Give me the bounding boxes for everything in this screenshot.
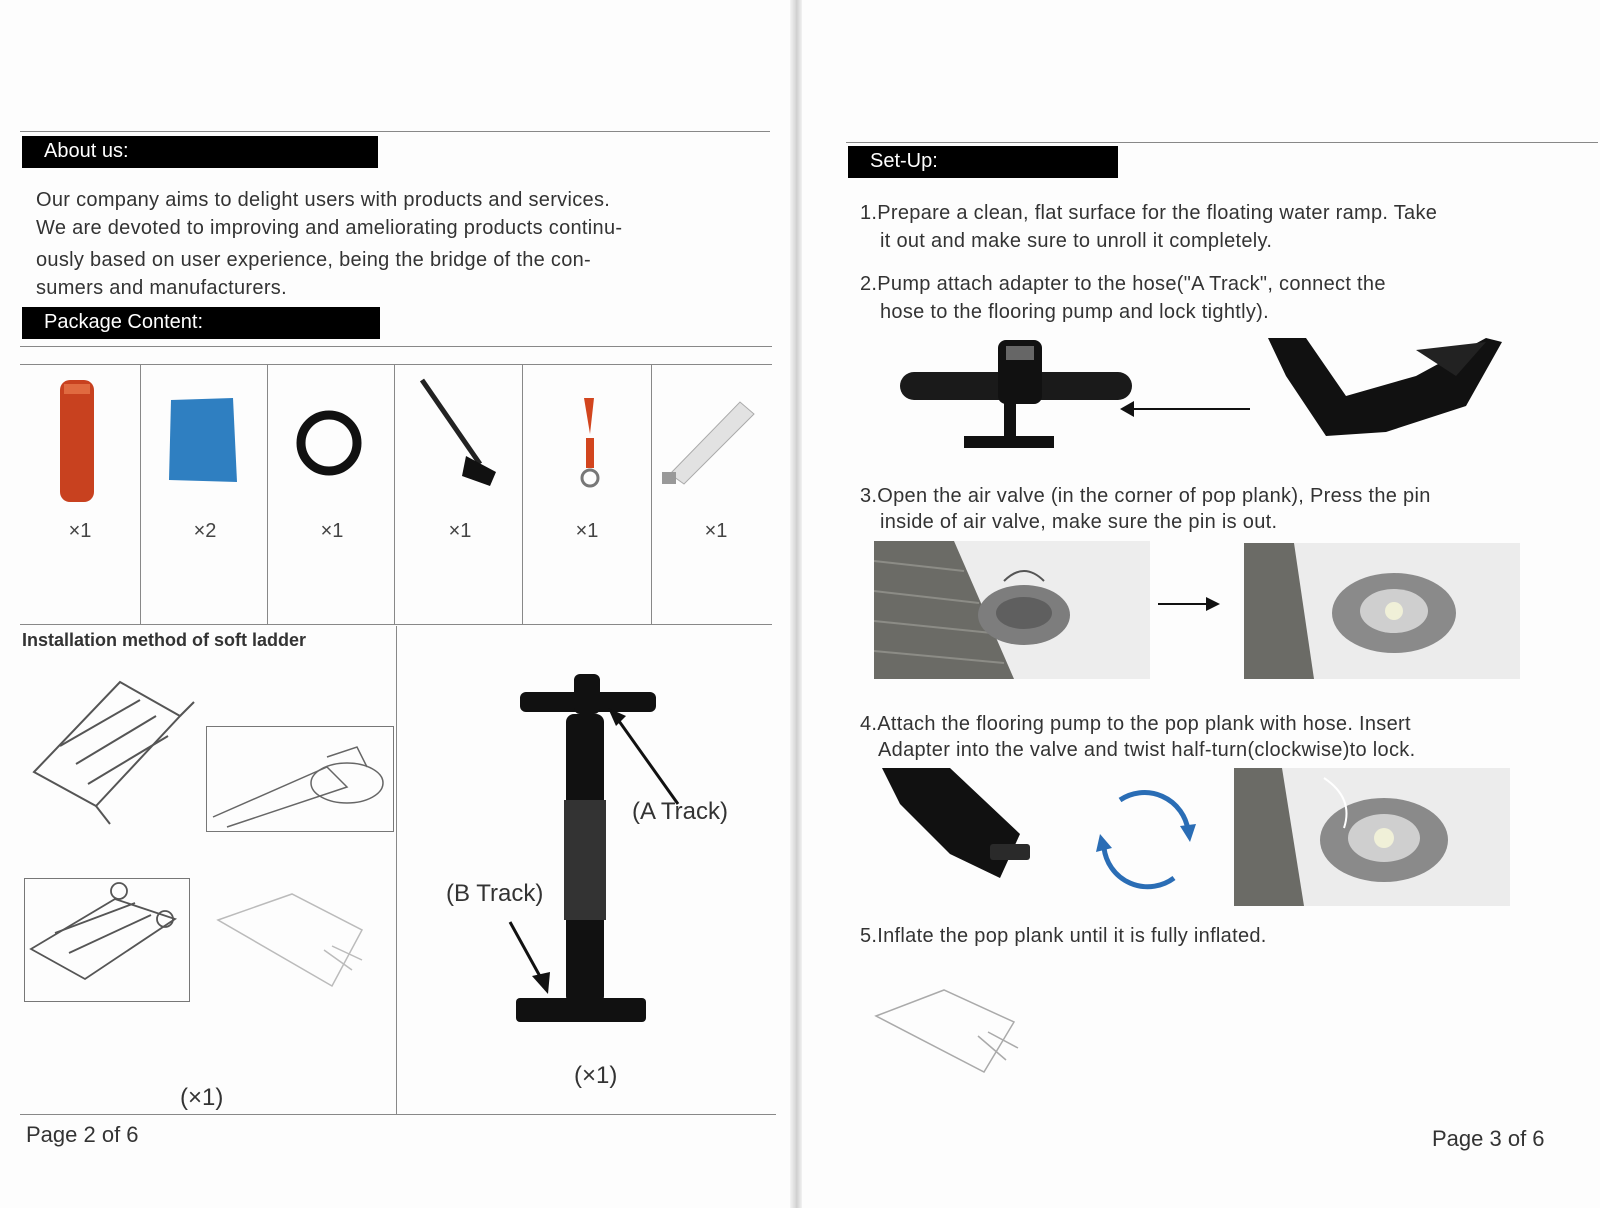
right-page bbox=[802, 0, 1600, 1208]
ladder-diagram bbox=[30, 676, 200, 826]
package-qty: ×1 bbox=[68, 520, 92, 542]
about-line-4: sumers and manufacturers. bbox=[36, 277, 287, 299]
glue-tube-icon bbox=[660, 388, 760, 488]
package-heading: Package Content: bbox=[22, 307, 380, 339]
pump-qty: (×1) bbox=[574, 1062, 618, 1089]
installation-divider bbox=[396, 626, 397, 1114]
pop-plank-diagram bbox=[212, 890, 372, 1000]
grid-divider bbox=[651, 364, 652, 624]
right-arrow-icon bbox=[1158, 594, 1220, 614]
step-2-line-2: hose to the flooring pump and lock tightly). bbox=[880, 301, 1269, 323]
left-arrow-icon bbox=[1120, 398, 1252, 420]
valve-open-photo bbox=[1244, 543, 1520, 679]
step-5-line-1: 5.Inflate the pop plank until it is fully inflated. bbox=[860, 925, 1267, 947]
step-1-line-1: 1.Prepare a clean, flat surface for the floating water ramp. Take bbox=[860, 202, 1438, 224]
carabiner-strap-icon bbox=[570, 394, 610, 494]
about-line-1: Our company aims to delight users with products and services. bbox=[36, 189, 611, 211]
step-4-line-2: Adapter into the valve and twist half-turn(clockwise)to lock. bbox=[878, 739, 1416, 761]
o-ring-icon bbox=[294, 408, 364, 478]
package-qty: ×1 bbox=[704, 520, 728, 542]
valve-wrench-icon bbox=[416, 376, 506, 496]
step-4-line-1: 4.Attach the flooring pump to the pop plank with hose. Insert bbox=[860, 713, 1411, 735]
step-3-line-2: inside of air valve, make sure the pin is out. bbox=[880, 511, 1278, 533]
top-divider bbox=[20, 131, 770, 132]
package-qty: ×1 bbox=[448, 520, 472, 542]
step-3-line-1: 3.Open the air valve (in the corner of pop plank), Press the pin bbox=[860, 485, 1431, 507]
page-number-right: Page 3 of 6 bbox=[1432, 1126, 1545, 1151]
valve-closed-photo bbox=[874, 541, 1150, 679]
hose-connector-icon bbox=[1266, 336, 1506, 446]
bottom-divider bbox=[20, 1114, 776, 1115]
b-track-label: (B Track) bbox=[446, 880, 544, 907]
about-line-2: We are devoted to improving and ameliorating products continu- bbox=[36, 217, 623, 239]
a-track-label: (A Track) bbox=[632, 798, 729, 825]
rotate-clockwise-icon bbox=[1094, 786, 1198, 890]
left-page bbox=[0, 0, 790, 1208]
about-heading: About us: bbox=[22, 136, 378, 168]
step-1-line-2: it out and make sure to unroll it completely. bbox=[880, 230, 1273, 252]
hose-adapter-icon bbox=[880, 764, 1044, 884]
package-grid-top bbox=[20, 346, 772, 347]
about-line-3: ously based on user experience, being the bridge of the con- bbox=[36, 249, 592, 271]
repair-kit-tube-icon bbox=[50, 376, 110, 506]
valve-attached-photo bbox=[1234, 768, 1510, 906]
top-divider bbox=[846, 142, 1598, 143]
package-grid-bottom bbox=[20, 624, 772, 625]
ladder-attach-diagram bbox=[206, 726, 394, 832]
grid-divider bbox=[522, 364, 523, 624]
b-track-arrow-icon bbox=[506, 918, 556, 998]
grid-divider bbox=[394, 364, 395, 624]
grid-divider bbox=[267, 364, 268, 624]
book-spine bbox=[790, 0, 802, 1208]
package-qty: ×2 bbox=[193, 520, 217, 542]
ladder-qty: (×1) bbox=[180, 1084, 224, 1111]
pump-adapter-icon bbox=[898, 336, 1134, 452]
package-grid-top-inner bbox=[20, 364, 772, 365]
patch-sheet-icon bbox=[165, 396, 240, 486]
page-number-left: Page 2 of 6 bbox=[26, 1122, 139, 1147]
a-track-arrow-icon bbox=[608, 708, 688, 808]
inflated-plank-diagram bbox=[872, 986, 1032, 1082]
grid-divider bbox=[140, 364, 141, 624]
package-qty: ×1 bbox=[320, 520, 344, 542]
step-2-line-1: 2.Pump attach adapter to the hose("A Track", connect the bbox=[860, 273, 1386, 295]
ladder-hook-diagram bbox=[24, 878, 190, 1002]
setup-heading: Set-Up: bbox=[848, 146, 1118, 178]
package-qty: ×1 bbox=[575, 520, 599, 542]
installation-title: Installation method of soft ladder bbox=[22, 630, 307, 650]
